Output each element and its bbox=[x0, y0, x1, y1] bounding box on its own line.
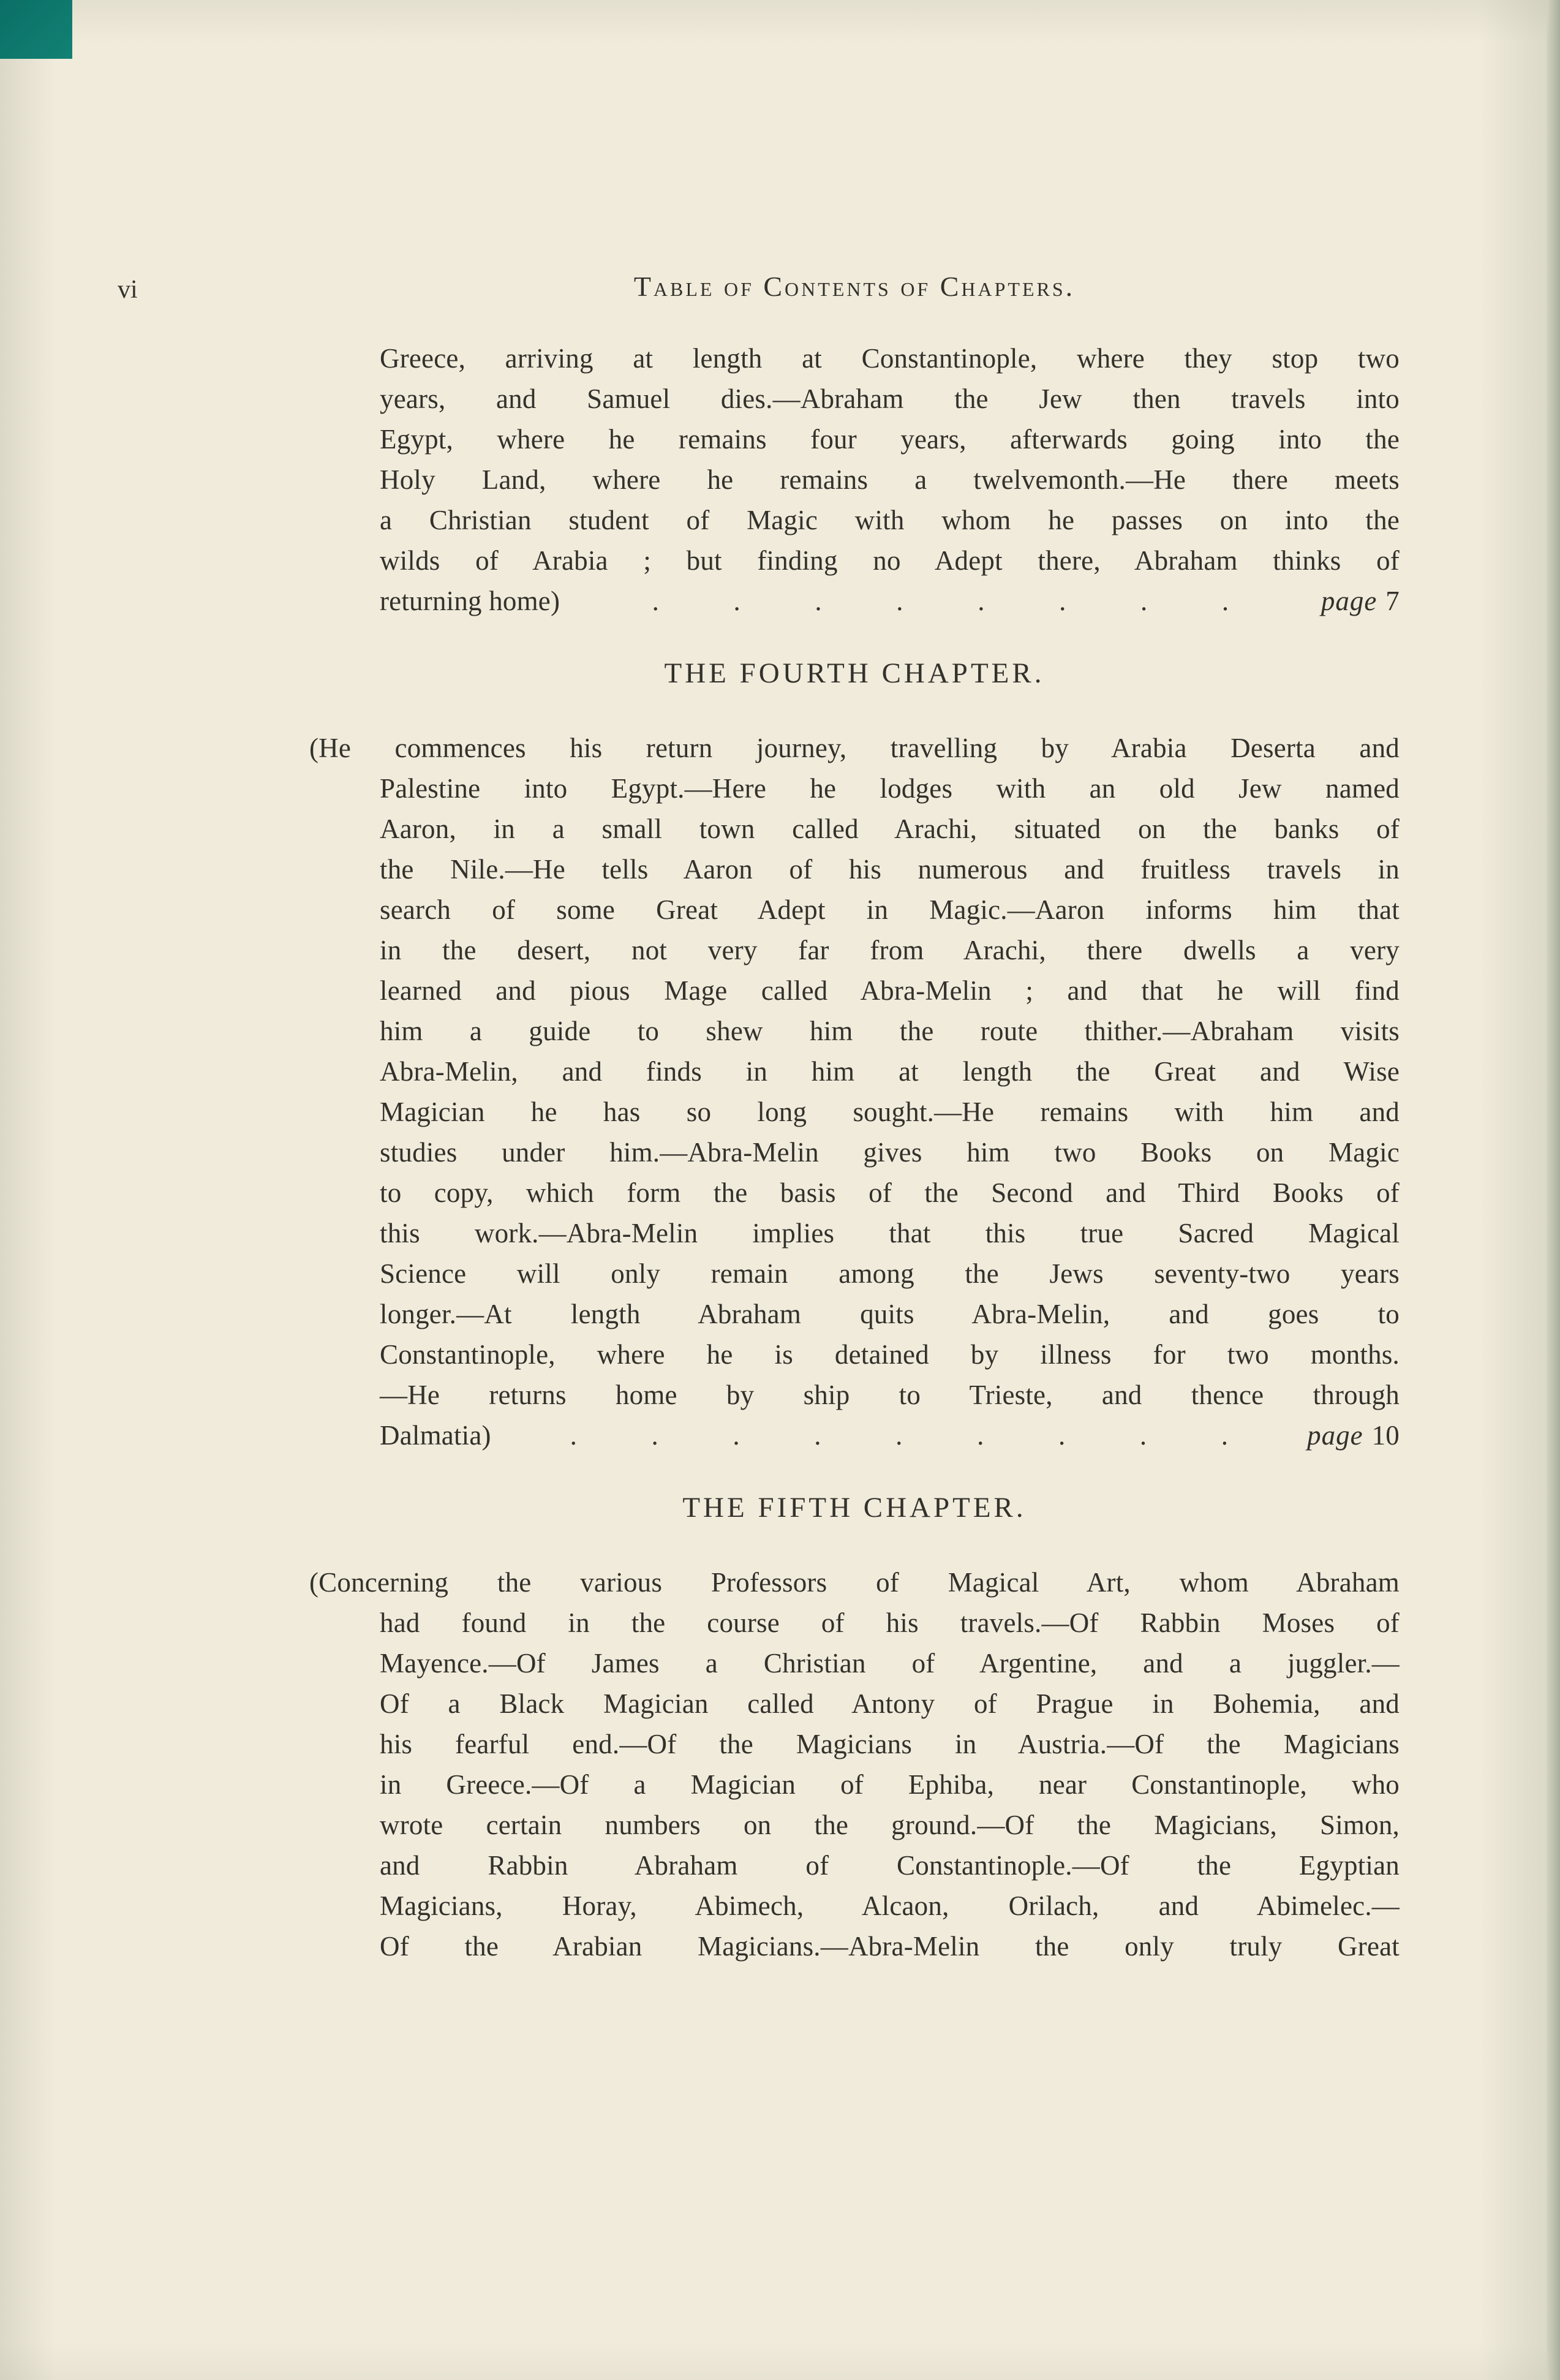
text-line: in the desert, not very far from Arachi, there dwells a very bbox=[380, 935, 1400, 965]
text-line: Science will only remain among the Jews seventy-two years bbox=[380, 1258, 1400, 1289]
page-number: 10 bbox=[1371, 1420, 1400, 1451]
text-line: wilds of Arabia ; but finding no Adept there, Abraham thinks of bbox=[380, 545, 1400, 576]
leader-dots: . . . . . . . . bbox=[652, 586, 1229, 616]
text-line: Aaron, in a small town called Arachi, situated on the banks of bbox=[380, 814, 1400, 844]
text-line: studies under him.—Abra-Melin gives him two Books on Magic bbox=[380, 1137, 1400, 1168]
text-line: (Concerning the various Professors of Magical Art, whom Abraham bbox=[309, 1567, 1400, 1598]
paragraph bbox=[309, 1562, 1400, 1966]
text-line: in Greece.—Of a Magician of Ephiba, near Constantinople, who bbox=[380, 1769, 1400, 1800]
page-number: 7 bbox=[1385, 586, 1400, 616]
text-line: Holy Land, where he remains a twelvemonth.—He there meets bbox=[380, 464, 1400, 495]
text-line: him a guide to shew him the route thither.—Abraham visits bbox=[380, 1016, 1400, 1046]
text-line: to copy, which form the basis of the Second and Third Books of bbox=[380, 1177, 1400, 1208]
text-line: (He commences his return journey, travelling by Arabia Deserta and bbox=[309, 733, 1400, 763]
chapter-heading-fifth: THE FIFTH CHAPTER. bbox=[682, 1492, 1027, 1524]
text-line: Of a Black Magician called Antony of Prague in Bohemia, and bbox=[380, 1688, 1400, 1719]
paragraph bbox=[309, 728, 1400, 1415]
text-line: learned and pious Mage called Abra-Melin ; and that he will find bbox=[380, 975, 1400, 1006]
text-line: Abra-Melin, and finds in him at length the Great and Wise bbox=[380, 1056, 1400, 1087]
page-content bbox=[309, 338, 1400, 1966]
text-line: a Christian student of Magic with whom he passes on into the bbox=[380, 505, 1400, 535]
paragraph bbox=[309, 338, 1400, 581]
section-fourth-chapter bbox=[309, 728, 1400, 1456]
folio-page-number: vi bbox=[118, 276, 138, 304]
text-line: Palestine into Egypt.—Here he lodges with an old Jew named bbox=[380, 773, 1400, 804]
text-line: Magician he has so long sought.—He remains with him and bbox=[380, 1097, 1400, 1127]
page-reference-line bbox=[309, 581, 1400, 621]
text-line: his fearful end.—Of the Magicians in Austria.—Of the Magicians bbox=[380, 1729, 1400, 1759]
text-line: Egypt, where he remains four years, afterwards going into the bbox=[380, 424, 1400, 455]
text-line: Of the Arabian Magicians.—Abra-Melin the only truly Great bbox=[380, 1931, 1400, 1962]
leader-dots: . . . . . . . . . bbox=[570, 1420, 1229, 1451]
page-label: page bbox=[1321, 586, 1377, 616]
text-line: longer.—At length Abraham quits Abra-Melin, and goes to bbox=[380, 1299, 1400, 1329]
text-line: and Rabbin Abraham of Constantinople.—Of the Egyptian bbox=[380, 1850, 1400, 1881]
text-line: Constantinople, where he is detained by illness for two months. bbox=[380, 1339, 1400, 1370]
text-line: had found in the course of his travels.—Of Rabbin Moses of bbox=[380, 1607, 1400, 1638]
page-edge bbox=[1547, 0, 1560, 2380]
page-reference-line bbox=[309, 1415, 1400, 1456]
page-label: page bbox=[1307, 1420, 1363, 1451]
paragraph-end-text: returning home) bbox=[380, 586, 560, 616]
text-line: Greece, arriving at length at Constantinople, where they stop two bbox=[380, 343, 1400, 374]
section-third-chapter-continuation bbox=[309, 338, 1400, 621]
text-line: Magicians, Horay, Abimech, Alcaon, Orilach, and Abimelec.— bbox=[380, 1891, 1400, 1921]
page-reference bbox=[1307, 1415, 1400, 1456]
chapter-heading-fourth: THE FOURTH CHAPTER. bbox=[664, 657, 1045, 689]
section-fifth-chapter bbox=[309, 1562, 1400, 1966]
text-line: years, and Samuel dies.—Abraham the Jew then travels into bbox=[380, 383, 1400, 414]
book-cover-corner bbox=[0, 0, 72, 59]
text-line: wrote certain numbers on the ground.—Of the Magicians, Simon, bbox=[380, 1810, 1400, 1840]
running-header: Table of Contents of Chapters. bbox=[633, 271, 1076, 302]
page-reference bbox=[1321, 581, 1400, 621]
text-line: the Nile.—He tells Aaron of his numerous and fruitless travels in bbox=[380, 854, 1400, 885]
paragraph-end-text: Dalmatia) bbox=[380, 1420, 491, 1451]
text-line: this work.—Abra-Melin implies that this true Sacred Magical bbox=[380, 1218, 1400, 1249]
text-line: —He returns home by ship to Trieste, and thence through bbox=[380, 1380, 1400, 1410]
text-line: Mayence.—Of James a Christian of Argentine, and a juggler.— bbox=[380, 1648, 1400, 1679]
text-line: search of some Great Adept in Magic.—Aaron informs him that bbox=[380, 894, 1400, 925]
